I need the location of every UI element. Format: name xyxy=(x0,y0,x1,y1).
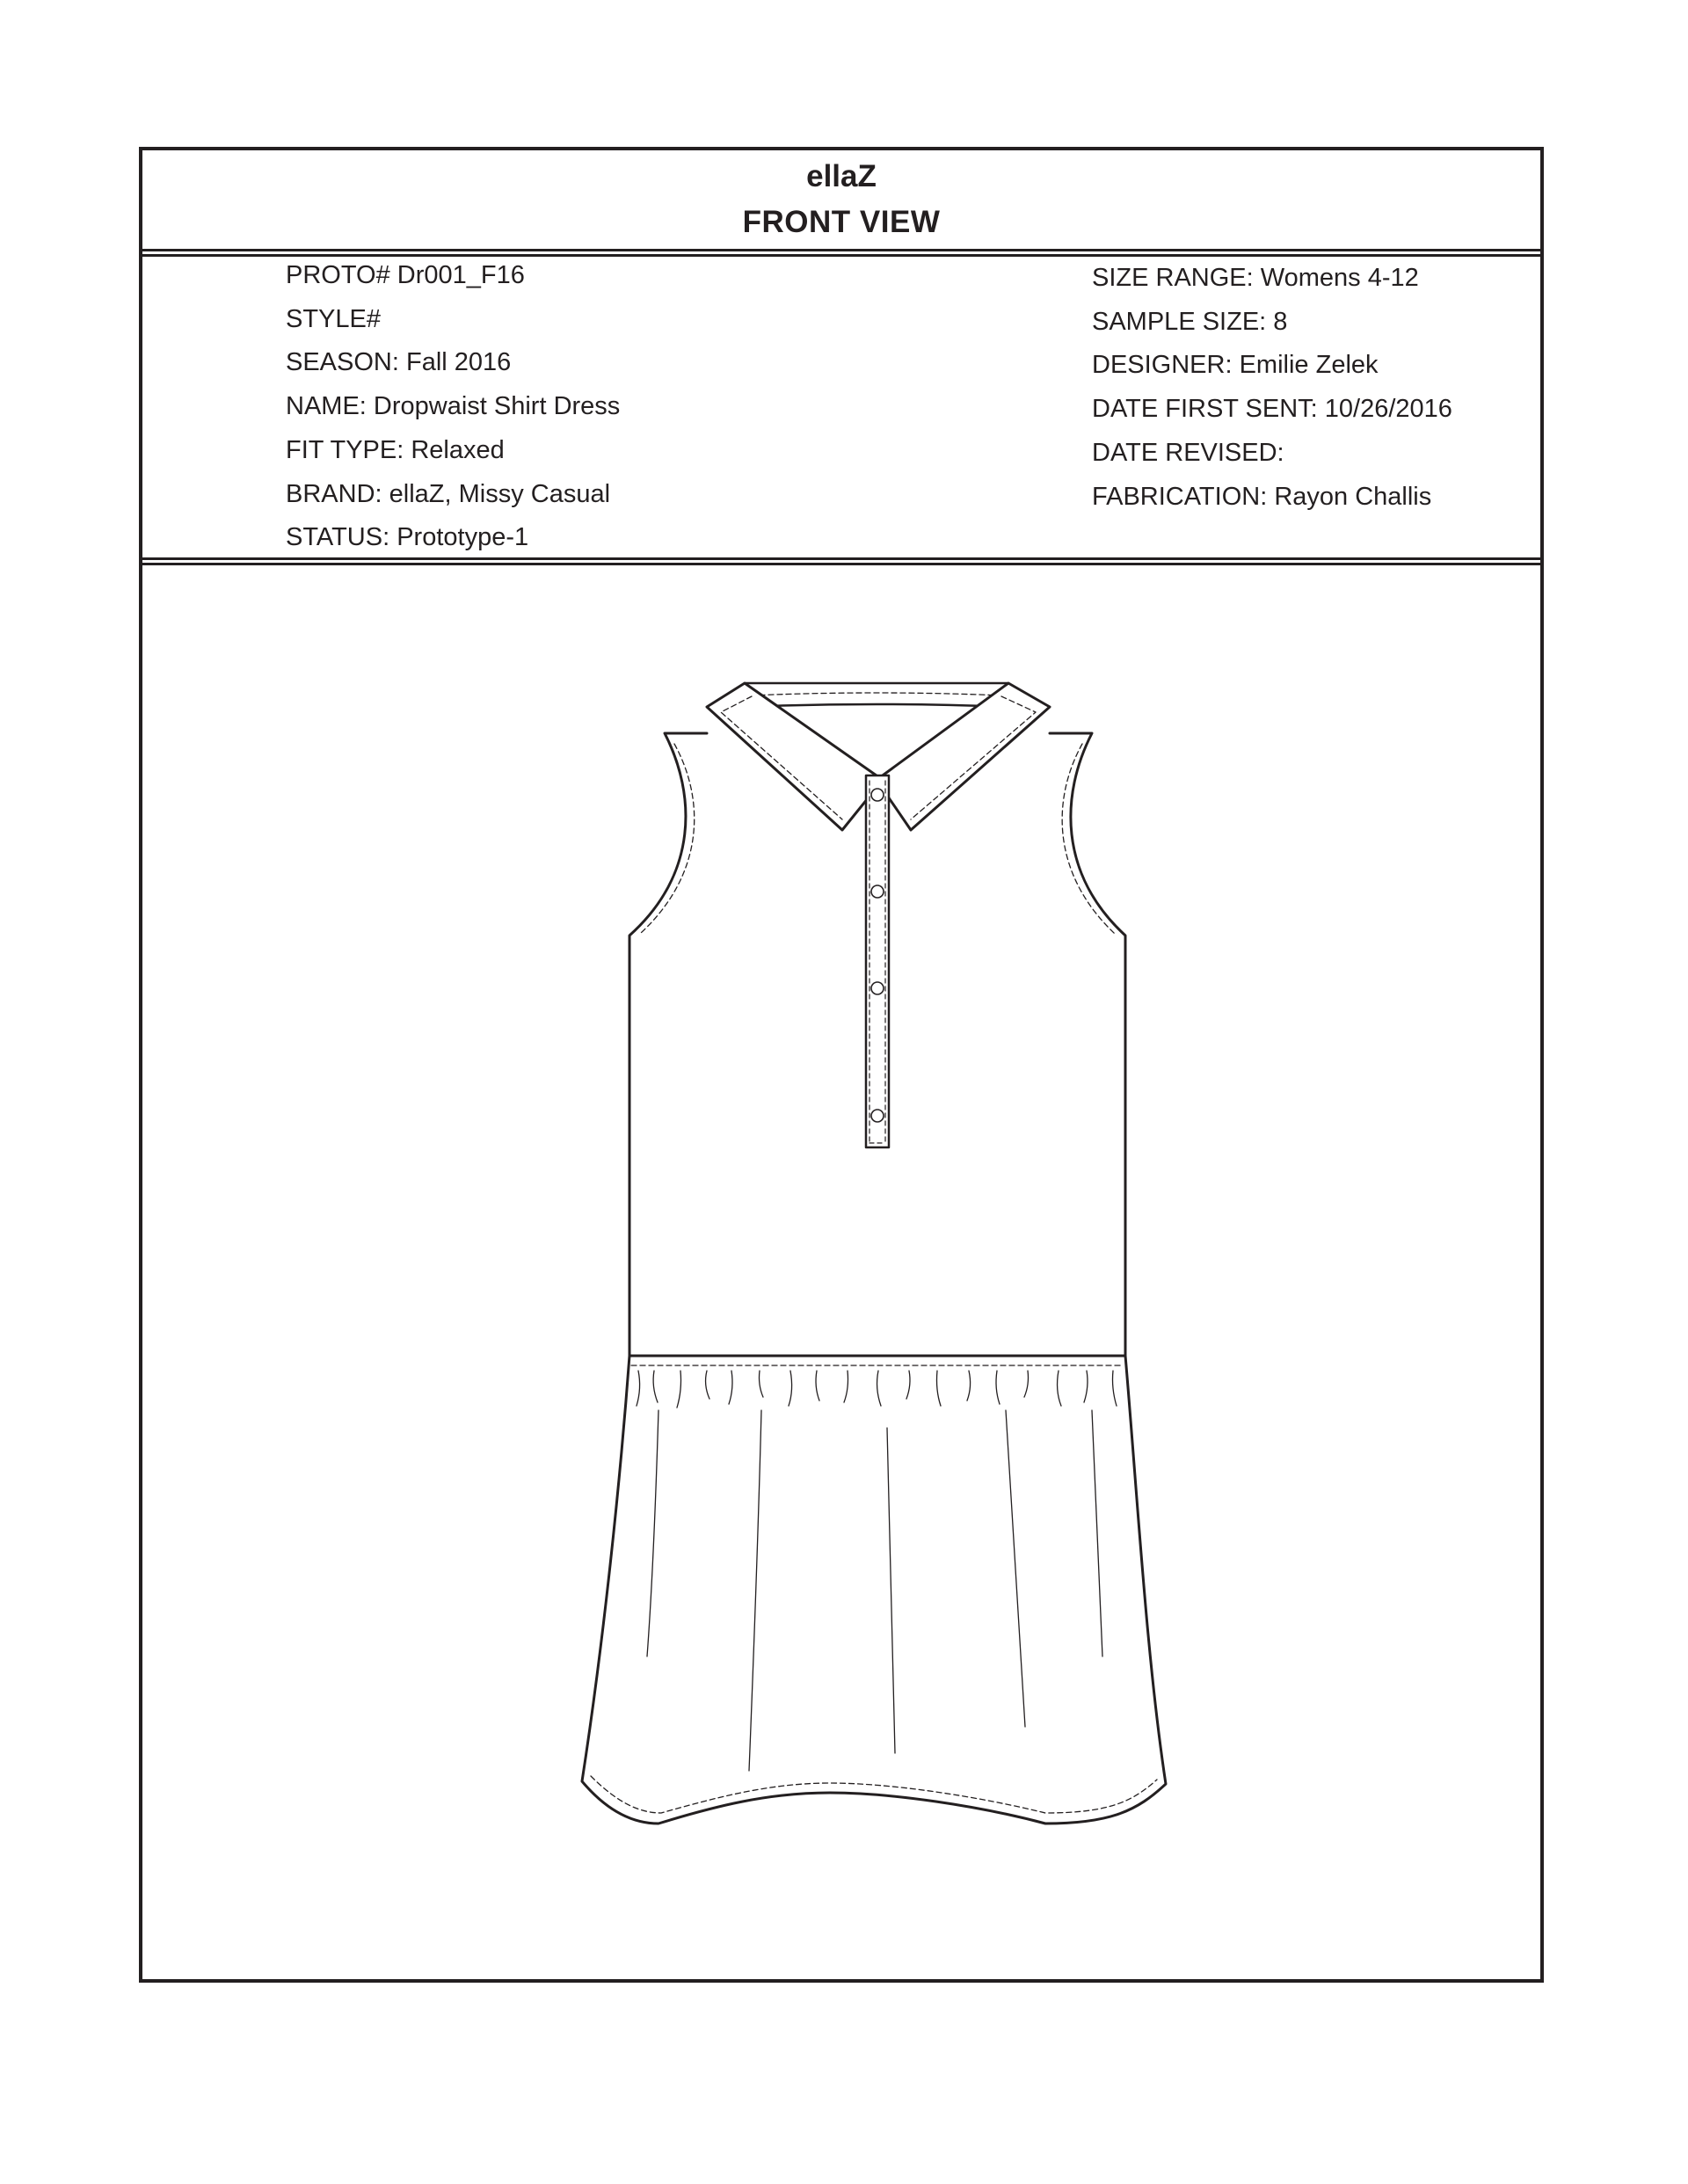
spec-fit-type: FIT TYPE: Relaxed xyxy=(286,435,505,464)
spec-date-revised: DATE REVISED: xyxy=(1092,438,1284,467)
spec-size-range: SIZE RANGE: Womens 4-12 xyxy=(1092,264,1419,292)
spec-status: STATUS: Prototype-1 xyxy=(286,523,529,552)
spec-sample-size: SAMPLE SIZE: 8 xyxy=(1092,307,1288,336)
neck-band xyxy=(745,683,1008,707)
spec-date-first-sent: DATE FIRST SENT: 10/26/2016 xyxy=(1092,395,1452,424)
drape-lines xyxy=(647,1410,1102,1771)
spec-designer: DESIGNER: Emilie Zelek xyxy=(1092,351,1379,380)
tech-pack-sheet xyxy=(139,147,1544,1983)
dress-front-flat-sketch xyxy=(142,150,1540,1979)
right-armhole-stitch xyxy=(1062,744,1115,934)
spec-fabrication: FABRICATION: Rayon Challis xyxy=(1092,482,1432,511)
spec-style: STYLE# xyxy=(286,304,381,333)
gathers xyxy=(637,1371,1117,1408)
brand-title: ellaZ xyxy=(806,159,877,193)
spec-proto: PROTO# Dr001_F16 xyxy=(286,261,525,289)
left-armhole-stitch xyxy=(640,744,695,934)
neck-band-stitch xyxy=(751,693,1002,695)
skirt-outline xyxy=(582,1356,1166,1824)
view-title: FRONT VIEW xyxy=(742,205,941,239)
spec-name: NAME: Dropwaist Shirt Dress xyxy=(286,392,621,421)
spec-brand: BRAND: ellaZ, Missy Casual xyxy=(286,479,611,508)
spec-season: SEASON: Fall 2016 xyxy=(286,348,512,377)
